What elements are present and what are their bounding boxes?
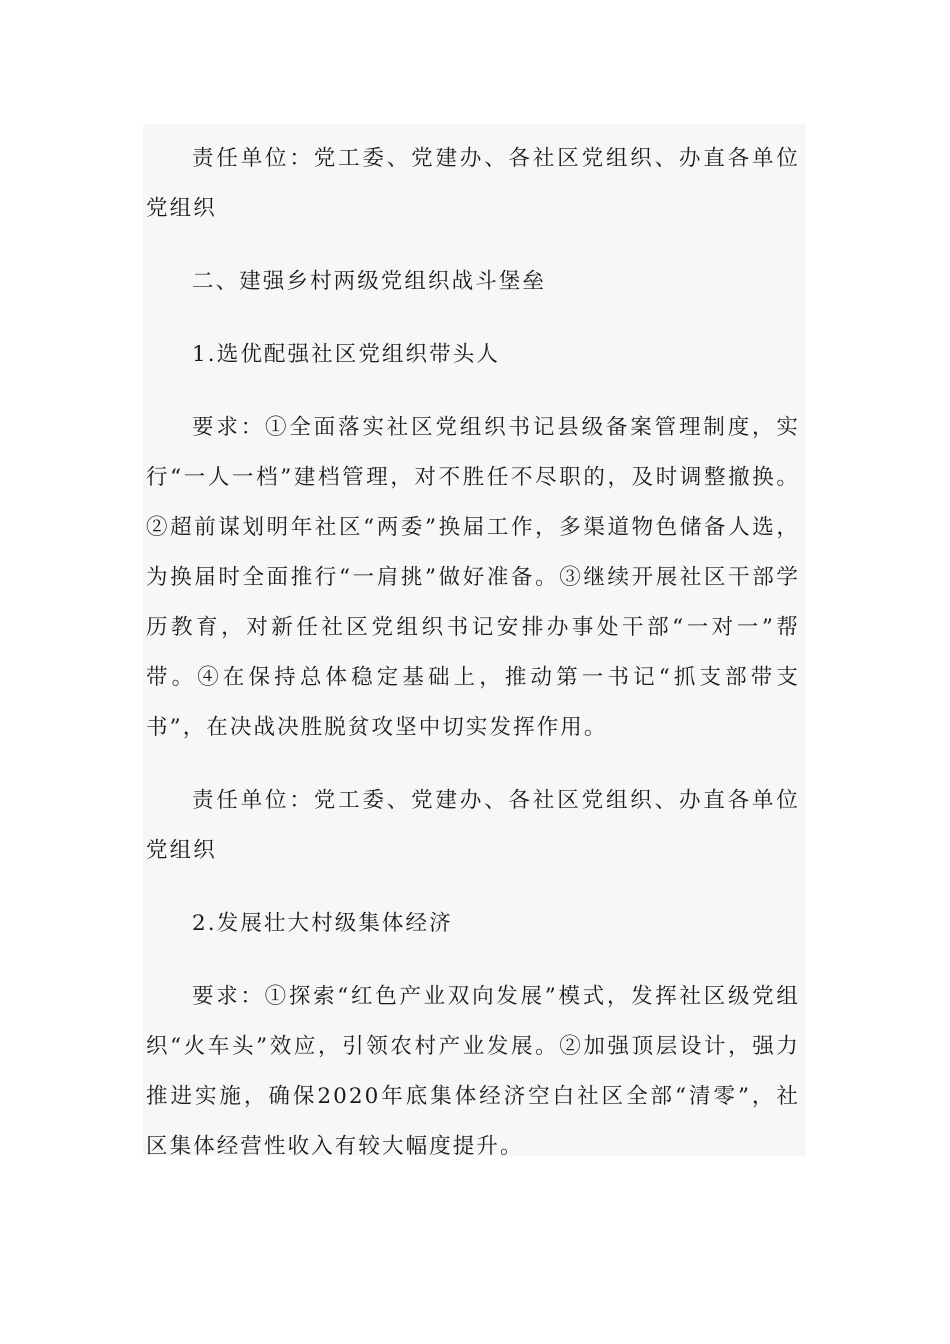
subsection-heading: 2.发展壮大村级集体经济 xyxy=(192,911,453,936)
requirements-paragraph: 要求：①探索“红色产业双向发展”模式，发挥社区级党组织“火车头”效应，引领农村产业发展。②加强顶层设计，强力推进实施，确保2020年底集体经济空白社区全部“清零”，社区集体经营性收入有较大幅度提升。 xyxy=(146,984,800,1159)
responsibility-paragraph: 责任单位：党工委、党建办、各社区党组织、办直各单位党组织 xyxy=(146,146,800,221)
subsection-heading: 1.选优配强社区党组织带头人 xyxy=(192,342,500,367)
document-page xyxy=(143,124,806,1159)
section-heading: 二、建强乡村两级党组织战斗堡垒 xyxy=(192,269,547,294)
responsibility-paragraph: 责任单位：党工委、党建办、各社区党组织、办直各单位党组织 xyxy=(146,788,800,863)
requirements-paragraph: 要求：①全面落实社区党组织书记县级备案管理制度，实行“一人一档”建档管理，对不胜任不尽职的，及时调整撤换。②超前谋划明年社区“两委”换届工作，多渠道物色储备人选，为换届时全面推行“一肩挑”做好准备。③继续开展社区干部学历教育，对新任社区党组织书记安排办事处干部“一对一”帮带。④在保持总体稳定基础上，推动第一书记“抓支部带支书”，在决战决胜脱贫攻坚中切实发挥作用。 xyxy=(146,415,800,740)
